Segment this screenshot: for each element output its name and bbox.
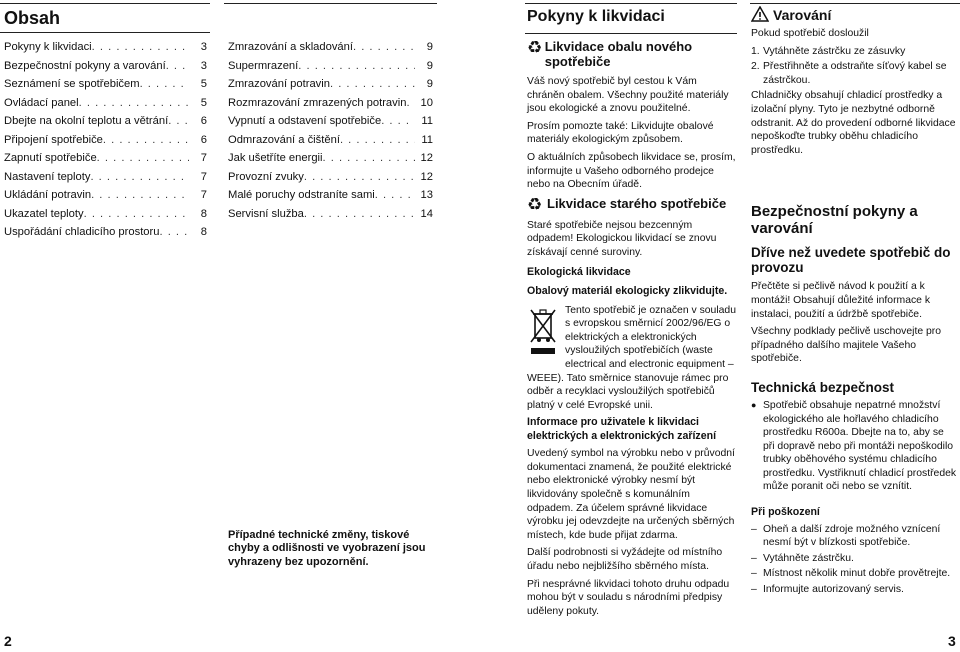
toc-entry-label: Pokyny k likvidaci [4, 41, 92, 53]
toc-entry[interactable] [228, 149, 433, 168]
eco-disposal-heading: Ekologická likvidace [527, 265, 631, 278]
list-item [751, 60, 958, 87]
toc-entry-label: Servisní služba [228, 207, 304, 220]
toc-entry-page: 6 [200, 115, 207, 127]
paragraph: Všechny podklady pečlivě uschovejte pro případného dalšího majitele Vašeho spotřebiče. [751, 326, 942, 365]
page-title: Obsah [4, 8, 61, 28]
toc-leader-dots [92, 38, 189, 57]
toc-entry-label: Seznámení se spotřebičem [4, 78, 140, 90]
toc-entry-page: 9 [426, 78, 433, 90]
page-number-right: 3 [948, 633, 956, 649]
eco-disposal-subheading: Obalový materiál ekologicky zlikvidujte. [527, 285, 728, 298]
paragraph: Tento spotřebič je označen v souladu s evropskou směrnicí 2002/96/EG o elektrických a elektronických vysloužilých spotřebičích (waste electrical and electronic equipment – WEEE). Tato směrnice stanovuje rámec pro odběr a recyklaci vysloužilých spotřebičů platný v celé Evropské unii. [527, 304, 736, 411]
toc-entry[interactable] [228, 186, 433, 205]
toc-entry-label: Dbejte na okolní teplotu a větrání [4, 115, 169, 127]
toc-entry[interactable] [4, 75, 207, 94]
toc-entry-page: 3 [200, 41, 207, 53]
paragraph: Při nesprávné likvidaci tohoto druhu odpadu mohou být v souladu s národními předpisy uděleny pokuty. [527, 578, 730, 617]
toc-column-2 [228, 38, 433, 223]
toc-leader-dots [381, 112, 415, 131]
toc-entry-page: 5 [200, 78, 207, 90]
top-rule-right1 [525, 3, 737, 4]
toc-entry-page: 3 [200, 59, 207, 72]
right-column-1 [527, 8, 737, 622]
toc-entry[interactable] [228, 75, 433, 94]
toc-entry[interactable] [4, 94, 207, 113]
paragraph: Chladničky obsahují chladicí prostředky a izolační plyny. Tyto je nezbytné odborně odstranit. Až do provedení odborné likvidace nepoškoďte trubky oběhu chladicího prostředku. [751, 90, 956, 156]
toc-leader-dots [168, 112, 189, 131]
disclaimer-note: Případné technické změny, tiskové chyby a odlišnosti ve vyobrazení jsou vyhrazeny bez upozornění. [228, 529, 426, 568]
toc-leader-dots [166, 57, 189, 76]
toc-entry[interactable] [4, 112, 207, 131]
recycle-icon: ♻ [527, 194, 543, 214]
toc-leader-dots [304, 205, 415, 224]
toc-entry-label: Ovládací panel [4, 96, 79, 109]
toc-entry[interactable] [4, 57, 207, 76]
toc-entry-page: 10 [420, 96, 433, 109]
toc-leader-dots [84, 205, 189, 224]
damage-list [751, 523, 958, 597]
toc-entry-page: 12 [420, 152, 433, 164]
toc-entry[interactable] [4, 38, 207, 57]
toc-entry-label: Provozní zvuky [228, 170, 304, 183]
toc-entry-page: 14 [420, 207, 433, 220]
toc-entry-page: 6 [200, 133, 207, 146]
toc-entry[interactable] [228, 205, 433, 224]
warning-intro: Pokud spotřebič dosloužil [751, 28, 869, 39]
toc-entry-label: Vypnutí a odstavení spotřebiče [228, 115, 382, 127]
toc-leader-dots [91, 186, 189, 205]
toc-leader-dots [298, 57, 415, 76]
disposal-heading: Pokyny k likvidaci [527, 8, 665, 25]
toc-entry-label: Odmrazování a čištění [228, 133, 340, 146]
toc-entry-page: 11 [421, 133, 433, 146]
toc-entry-label: Připojení spotřebiče [4, 133, 103, 146]
list-item: – Oheň a další zdroje možného vznícení nesmí být v blízkosti spotřebiče. [751, 523, 958, 550]
toc-entry-page: 13 [420, 189, 433, 201]
crossed-bin-icon [529, 306, 559, 358]
toc-leader-dots [159, 223, 189, 242]
toc-entry[interactable] [4, 223, 207, 242]
toc-entry-label: Jak ušetříte energii [228, 152, 323, 164]
paragraph: Uvedený symbol na výrobku nebo v průvodní dokumentaci znamená, že použité elektrické nebo elektronické výrobky nesmí být likvidovány společně s komunálním odpadem. Za účelem správné likvidace výrobku jej odevzdejte na určených sběrných místech, kde bude přijat zdarma. [527, 448, 735, 541]
toc-leader-dots [406, 94, 415, 113]
toc-entry[interactable] [228, 38, 433, 57]
toc-entry-label: Zmrazování potravin [228, 78, 330, 90]
paragraph: Staré spotřebiče nejsou bezcenným odpadem! Ekologickou likvidací se znovu získávají cenné suroviny. [527, 219, 717, 258]
top-rule-left [0, 3, 210, 4]
recycle-icon: ♻ [527, 38, 543, 57]
toc-entry-page: 7 [200, 170, 207, 183]
toc-entry[interactable] [4, 131, 207, 150]
toc-leader-dots [103, 131, 189, 150]
toc-entry-page: 8 [200, 207, 207, 220]
list-number: 2. [751, 61, 760, 73]
toc-entry-label: Bezpečnostní pokyny a varování [4, 59, 166, 72]
warning-steps [751, 45, 958, 88]
toc-entry-label: Ukazatel teploty [4, 207, 84, 220]
toc-entry-label: Ukládání potravin [4, 189, 92, 201]
toc-leader-dots [97, 149, 189, 168]
toc-entry-label: Zapnutí spotřebiče [4, 152, 97, 164]
damage-heading: Při poškození [751, 506, 820, 519]
toc-entry[interactable] [228, 94, 433, 113]
toc-entry-page: 7 [200, 189, 207, 201]
list-item: – Vytáhněte zástrčku. [751, 552, 958, 566]
list-text: Vytáhněte zástrčku ze zásuvky [763, 45, 906, 57]
toc-entry-label: Nastavení teploty [4, 170, 91, 183]
page-number-left: 2 [4, 633, 12, 649]
right-column-2 [751, 6, 958, 599]
toc-entry[interactable] [228, 131, 433, 150]
list-item: – Místnost několik minut dobře provětrejte. [751, 567, 958, 581]
toc-entry-label: Malé poruchy odstraníte sami [228, 189, 375, 201]
toc-column-1 [4, 38, 207, 242]
old-appliance-heading: ♻ Likvidace starého spotřebiče [527, 194, 727, 214]
top-rule-mid [224, 3, 437, 4]
toc-entry[interactable] [4, 186, 207, 205]
toc-entry-page: 9 [426, 59, 433, 72]
user-info-heading: Informace pro uživatele k likvidaci elektrických a elektronických zařízení [527, 416, 717, 442]
toc-entry[interactable] [4, 168, 207, 187]
paragraph: Prosím pomozte také: Likvidujte obalové materiály ekologickým způsobem. [527, 120, 714, 146]
toc-entry-label: Supermrazení [228, 59, 299, 72]
toc-leader-dots [330, 75, 415, 94]
packaging-disposal-heading: ♻ Likvidace obalu nového spotřebiče [527, 38, 693, 69]
top-rule-right2 [750, 3, 960, 4]
toc-entry-page: 9 [426, 41, 433, 53]
paragraph: O aktuálních způsobech likvidace se, prosím, informujte u Vašeho odborného prodejce nebo na Obecním úřadě. [527, 151, 736, 191]
list-text: Přestřihněte a odstraňte síťový kabel se zástrčkou. [763, 61, 947, 86]
toc-entry[interactable] [228, 57, 433, 76]
toc-entry-page: 11 [421, 115, 433, 127]
tech-safety-list [751, 399, 958, 494]
toc-leader-dots [340, 131, 415, 150]
toc-entry-page: 12 [420, 170, 433, 183]
toc-leader-dots [90, 168, 189, 187]
toc-entry[interactable] [228, 168, 433, 187]
toc-entry-page: 5 [200, 96, 207, 109]
toc-entry-label: Rozmrazování zmrazených potravin [228, 96, 407, 109]
toc-entry-label: Uspořádání chladicího prostoru [4, 226, 160, 238]
before-use-heading: Dříve než uvedete spotřebič do provozu [751, 245, 951, 276]
toc-leader-dots [353, 38, 415, 57]
disposal-heading-rule [525, 33, 737, 34]
safety-heading: Bezpečnostní pokyny a varování [751, 203, 918, 238]
toc-leader-dots [140, 75, 189, 94]
toc-leader-dots [375, 186, 415, 205]
toc-entry[interactable] [4, 149, 207, 168]
toc-entry[interactable] [4, 205, 207, 224]
list-item: ● Spotřebič obsahuje nepatrné množství ekologického ale hořlavého chladicího prostředku R600a. Dbejte na to, aby se při dopravě nebo při montáži nepoškodilo trubky oběhového systému chladicího prostředku. Vystřiknutí chladicí prostředek může poranit oči nebo se vznítit. [751, 399, 958, 494]
paragraph: Přečtěte si pečlivě návod k použití a k montáži! Obsahují důležité informace k instalaci, použití a údržbě spotřebiče. [751, 281, 931, 320]
list-number: 1. [751, 45, 760, 57]
list-item [751, 45, 958, 59]
warning-heading: Varování [751, 6, 958, 25]
tech-safety-heading: Technická bezpečnost [751, 379, 895, 395]
paragraph: Váš nový spotřebič byl cestou k Vám chráněn obalem. Všechny použité materiály jsou ekologické a znovu použitelné. [527, 76, 729, 115]
toc-leader-dots [323, 149, 415, 168]
paragraph: Další podrobnosti si vyžádejte od místního úřadu nebo nejbližšího sběrného místa. [527, 547, 723, 573]
toc-entry-page: 8 [200, 226, 207, 238]
title-underline [0, 32, 210, 33]
list-item: – Informujte autorizovaný servis. [751, 583, 958, 597]
toc-entry[interactable] [228, 112, 433, 131]
warning-icon [751, 6, 773, 25]
toc-entry-page: 7 [200, 152, 207, 164]
toc-leader-dots [79, 94, 189, 113]
toc-entry-label: Zmrazování a skladování [228, 41, 353, 53]
toc-leader-dots [304, 168, 415, 187]
